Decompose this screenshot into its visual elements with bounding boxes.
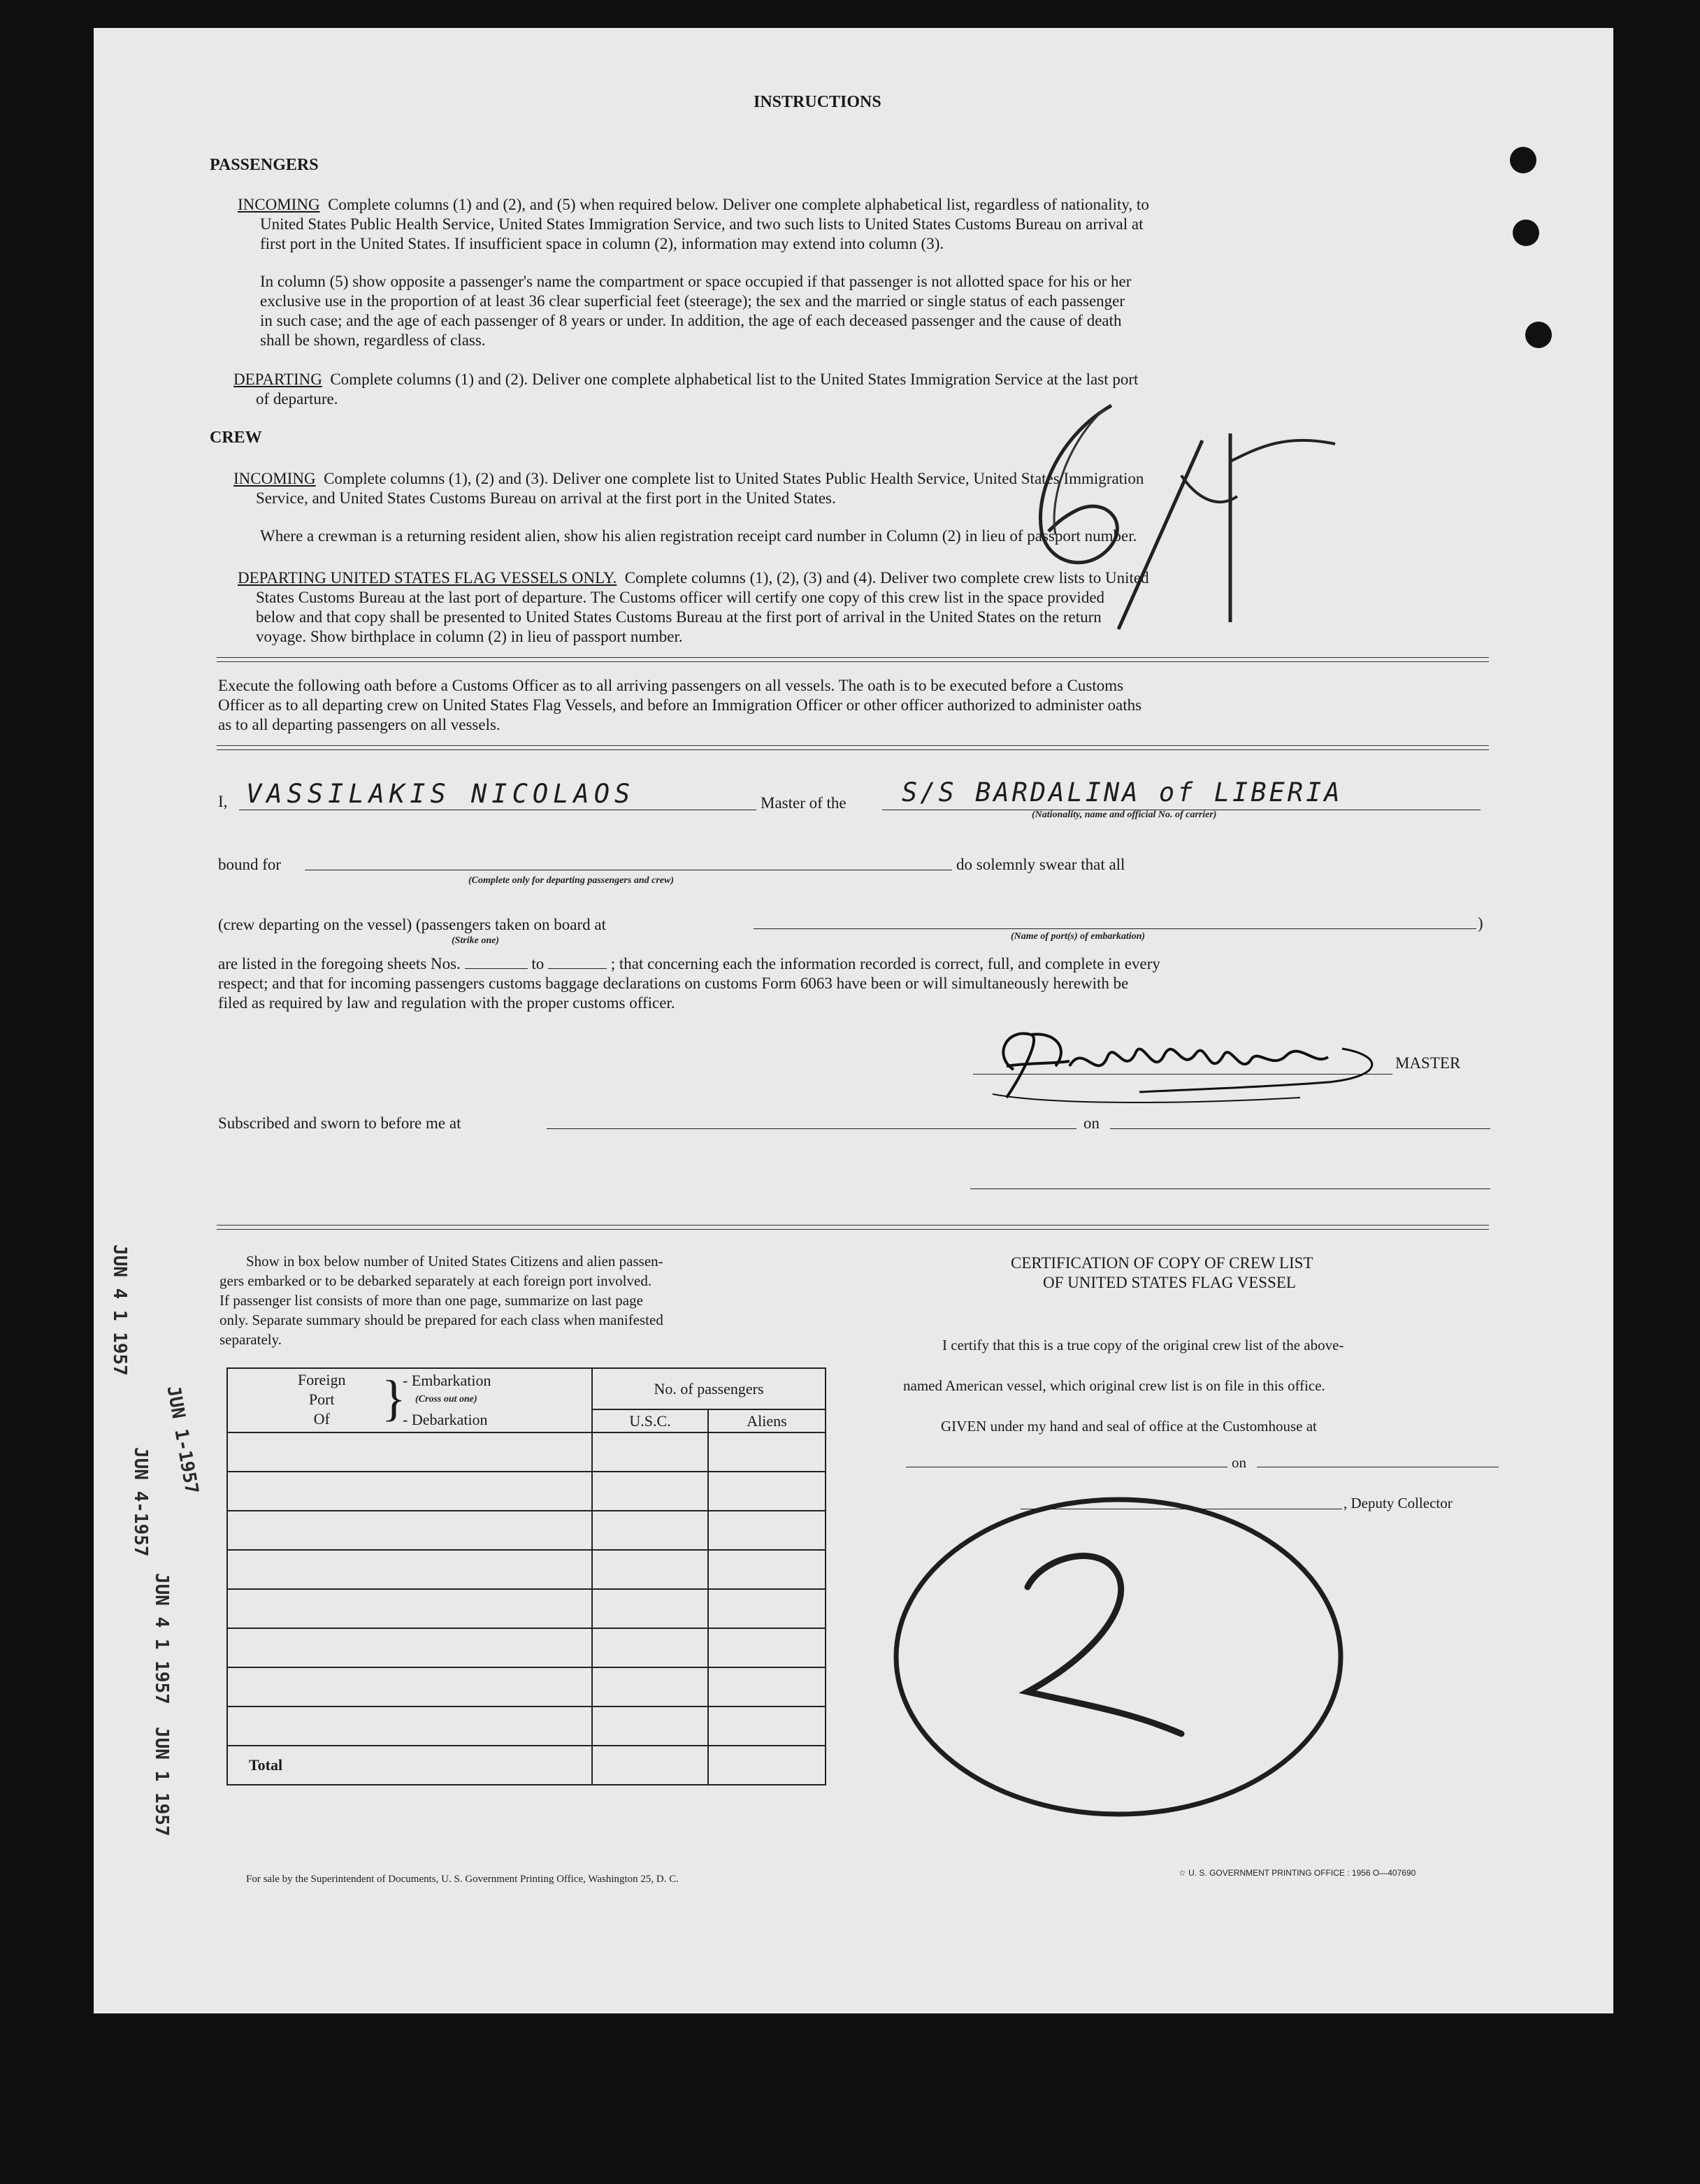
usc-cell <box>592 1589 708 1628</box>
certification-text: GIVEN under my hand and seal of office at the Customhouse at <box>941 1418 1317 1435</box>
aliens-cell <box>708 1589 826 1628</box>
sheet-from-line <box>465 968 528 969</box>
total-label: Total <box>227 1746 592 1785</box>
crew-departing-text: Complete columns (1), (2), (3) and (4). Deliver two complete crew lists to United <box>624 569 1149 587</box>
usc-cell <box>592 1550 708 1589</box>
summary-text: separately. <box>219 1331 282 1348</box>
port-cell <box>227 1667 592 1707</box>
passengers-incoming-line: first port in the United States. If insufficient space in column (2), information may extend into column (3). <box>260 235 944 252</box>
date-stamp: JUN 1-1957 <box>162 1384 203 1496</box>
certification-title: OF UNITED STATES FLAG VESSEL <box>1043 1274 1296 1291</box>
listed-part: ; that concerning each the information recorded is correct, full, and complete in every <box>610 955 1160 972</box>
master-label: MASTER <box>1395 1054 1461 1072</box>
crew-incoming-line: Service, and United States Customs Bureau on arrival at the first port in the United States. <box>256 489 836 507</box>
crew-departing-line: States Customs Bureau at the last port of departure. The Customs officer will certify one copy of this crew list in the space provided <box>256 589 1105 606</box>
punch-hole <box>1513 220 1539 246</box>
divider <box>217 1225 1489 1230</box>
departing-text: Complete columns (1) and (2). Deliver one complete alphabetical list to the United States Immigration Service at the last port <box>330 371 1139 388</box>
cross-out-label: (Cross out one) <box>415 1394 477 1404</box>
certification-text: named American vessel, which original crew list is on file in this office. <box>903 1377 1325 1394</box>
listed-text <box>218 954 1160 974</box>
master-signature <box>965 1000 1426 1112</box>
swear-label: do solemnly swear that all <box>956 856 1125 873</box>
aliens-cell <box>708 1707 826 1746</box>
certification-text: I certify that this is a true copy of the original crew list of the above- <box>942 1337 1344 1353</box>
aliens-cell <box>708 1432 826 1472</box>
table-row <box>227 1511 826 1550</box>
port-cell <box>227 1707 592 1746</box>
crew-departing-line: below and that copy shall be presented to United States Customs Bureau at the first port of arrival in the United States on the return <box>256 608 1102 626</box>
oath-intro: Officer as to all departing crew on United States Flag Vessels, and before an Immigration Officer or other officer authorized to administer oaths <box>218 696 1142 714</box>
summary-text: Show in box below number of United States Citizens and alien passen- <box>246 1253 663 1270</box>
aliens-cell <box>708 1628 826 1667</box>
listed-part: to <box>531 955 545 972</box>
summary-text: only. Separate summary should be prepared for each class when manifested <box>219 1312 663 1328</box>
date-stamp: JUN 4-1957 <box>130 1447 151 1557</box>
summary-text: gers embarked or to be debarked separately at each foreign port involved. <box>219 1272 652 1289</box>
brace: } <box>382 1370 406 1426</box>
foreign-label: Foreign <box>298 1371 346 1388</box>
departing-label: DEPARTING <box>233 371 322 388</box>
usc-cell <box>592 1628 708 1667</box>
port-caption: (Name of port(s) of embarkation) <box>1011 931 1146 942</box>
vessel-name: S/S BARDALINA of LIBERIA <box>902 777 1343 807</box>
aliens-total <box>708 1746 826 1785</box>
table-header-row <box>227 1368 826 1409</box>
table-row <box>227 1589 826 1628</box>
crew-resident-text: Where a crewman is a returning resident alien, show his alien registration receipt card number in Column (2) in lieu of passport number. <box>260 527 1137 545</box>
crew-heading: CREW <box>210 429 262 447</box>
crew-incoming-text: Complete columns (1), (2) and (3). Deliver one complete list to United States Public Health Service, United States Immigration <box>324 470 1144 487</box>
listed-part: are listed in the foregoing sheets Nos. <box>218 955 461 972</box>
port-cell <box>227 1550 592 1589</box>
debarkation-label: - Debarkation <box>403 1411 488 1428</box>
port-header-cell <box>227 1368 592 1432</box>
oath-intro: as to all departing passengers on all vessels. <box>218 716 500 733</box>
master-name: VASSILAKIS NICOLAOS <box>246 779 635 809</box>
port-cell <box>227 1472 592 1511</box>
punch-hole <box>1525 322 1552 348</box>
bound-for-label: bound for <box>218 856 282 873</box>
port-cell <box>227 1628 592 1667</box>
date-stamp: JUN 4 1 1957 <box>109 1244 130 1376</box>
table-row <box>227 1550 826 1589</box>
listed-text: respect; and that for incoming passengers customs baggage declarations on customs Form 6063 have been or will simultaneously herewith be <box>218 975 1129 992</box>
date-stamp: JUN 1 1957 <box>151 1727 172 1837</box>
page-title: INSTRUCTIONS <box>754 93 881 111</box>
certification-title: CERTIFICATION OF COPY OF CREW LIST <box>1011 1254 1313 1272</box>
punch-hole <box>1510 147 1536 173</box>
date-stamp: JUN 4 1 1957 <box>151 1573 172 1704</box>
aliens-cell <box>708 1472 826 1511</box>
column5-text: exclusive use in the proportion of at least 36 clear superficial feet (steerage); the sex and the married or single status of each passenger <box>260 292 1125 310</box>
sworn-label: Subscribed and sworn to before me at <box>218 1114 461 1132</box>
crew-departing-label: DEPARTING UNITED STATES FLAG VESSELS ONLY. <box>238 569 617 587</box>
port-cell <box>227 1432 592 1472</box>
officer-signature-line <box>970 1188 1490 1189</box>
sheet-to-line <box>548 968 607 969</box>
no-passengers-header: No. of passengers <box>592 1368 826 1409</box>
master-signature-line <box>973 1074 1392 1075</box>
embarkation-label: - Embarkation <box>403 1372 491 1389</box>
aliens-cell <box>708 1667 826 1707</box>
certification-on-label: on <box>1232 1454 1246 1471</box>
of-label: Of <box>313 1410 330 1428</box>
sworn-date-line <box>1110 1128 1490 1129</box>
usc-cell <box>592 1472 708 1511</box>
usc-header: U.S.C. <box>592 1409 708 1432</box>
usc-cell <box>592 1667 708 1707</box>
passenger-summary-table <box>226 1367 826 1786</box>
port-label: Port <box>308 1391 335 1408</box>
deputy-collector-label: , Deputy Collector <box>1344 1495 1453 1511</box>
oath-intro: Execute the following oath before a Customs Officer as to all arriving passengers on all vessels. The oath is to be executed before a Customs <box>218 677 1124 694</box>
incoming-label: INCOMING <box>238 196 320 213</box>
summary-text: If passenger list consists of more than one page, summarize on last page <box>219 1292 643 1309</box>
passengers-departing <box>233 369 1138 389</box>
column5-text: shall be shown, regardless of class. <box>260 331 486 349</box>
passengers-heading: PASSENGERS <box>210 156 319 174</box>
table-row <box>227 1432 826 1472</box>
usc-cell <box>592 1511 708 1550</box>
sworn-place-line <box>547 1128 1076 1129</box>
crew-departing-line: voyage. Show birthplace in column (2) in lieu of passport number. <box>256 628 683 645</box>
port-cell <box>227 1589 592 1628</box>
crew-incoming-label: INCOMING <box>233 470 316 487</box>
footer-right: ☆ U. S. GOVERNMENT PRINTING OFFICE : 1956 O—407690 <box>1179 1868 1416 1878</box>
table-row <box>227 1628 826 1667</box>
page-mark <box>1007 391 1370 671</box>
aliens-cell <box>708 1550 826 1589</box>
divider <box>217 745 1489 750</box>
vessel-caption: (Nationality, name and official No. of carrier) <box>1032 810 1217 820</box>
crew-departing-label: (crew departing on the vessel) (passengers taken on board at <box>218 916 606 933</box>
incoming-text: Complete columns (1) and (2), and (5) when required below. Deliver one complete alphabetical list, regardless of nationality, to <box>328 196 1149 213</box>
listed-text: filed as required by law and regulation with the proper customs officer. <box>218 994 675 1012</box>
column5-text: in such case; and the age of each passenger of 8 years or under. In addition, the age of each deceased passenger and the cause of death <box>260 312 1122 329</box>
aliens-cell <box>708 1511 826 1550</box>
total-row <box>227 1746 826 1785</box>
aliens-header: Aliens <box>708 1409 826 1432</box>
usc-cell <box>592 1707 708 1746</box>
usc-cell <box>592 1432 708 1472</box>
master-of-label: Master of the <box>761 794 847 812</box>
table-row <box>227 1667 826 1707</box>
strike-caption: (Strike one) <box>452 935 500 946</box>
port-label-group <box>298 1370 345 1429</box>
footer-left: For sale by the Superintendent of Documents, U. S. Government Printing Office, Washington 25, D. C. <box>246 1874 679 1885</box>
close-paren: ) <box>1478 914 1483 932</box>
embarkation-line <box>754 928 1476 929</box>
passengers-incoming <box>238 194 1149 215</box>
passengers-incoming-line: United States Public Health Service, United States Immigration Service, and two such lists to United States Customs Bureau on arrival at <box>260 215 1144 233</box>
bound-caption: (Complete only for departing passengers and crew) <box>468 875 674 886</box>
passengers-departing-line: of departure. <box>256 390 338 408</box>
circled-number <box>881 1482 1356 1832</box>
port-cell <box>227 1511 592 1550</box>
oath-i-label: I, <box>218 793 228 810</box>
sworn-on-label: on <box>1083 1114 1100 1132</box>
table-row <box>227 1707 826 1746</box>
usc-total <box>592 1746 708 1785</box>
column5-text: In column (5) show opposite a passenger's name the compartment or space occupied if that passenger is not allotted space for his or her <box>260 273 1132 290</box>
table-row <box>227 1472 826 1511</box>
